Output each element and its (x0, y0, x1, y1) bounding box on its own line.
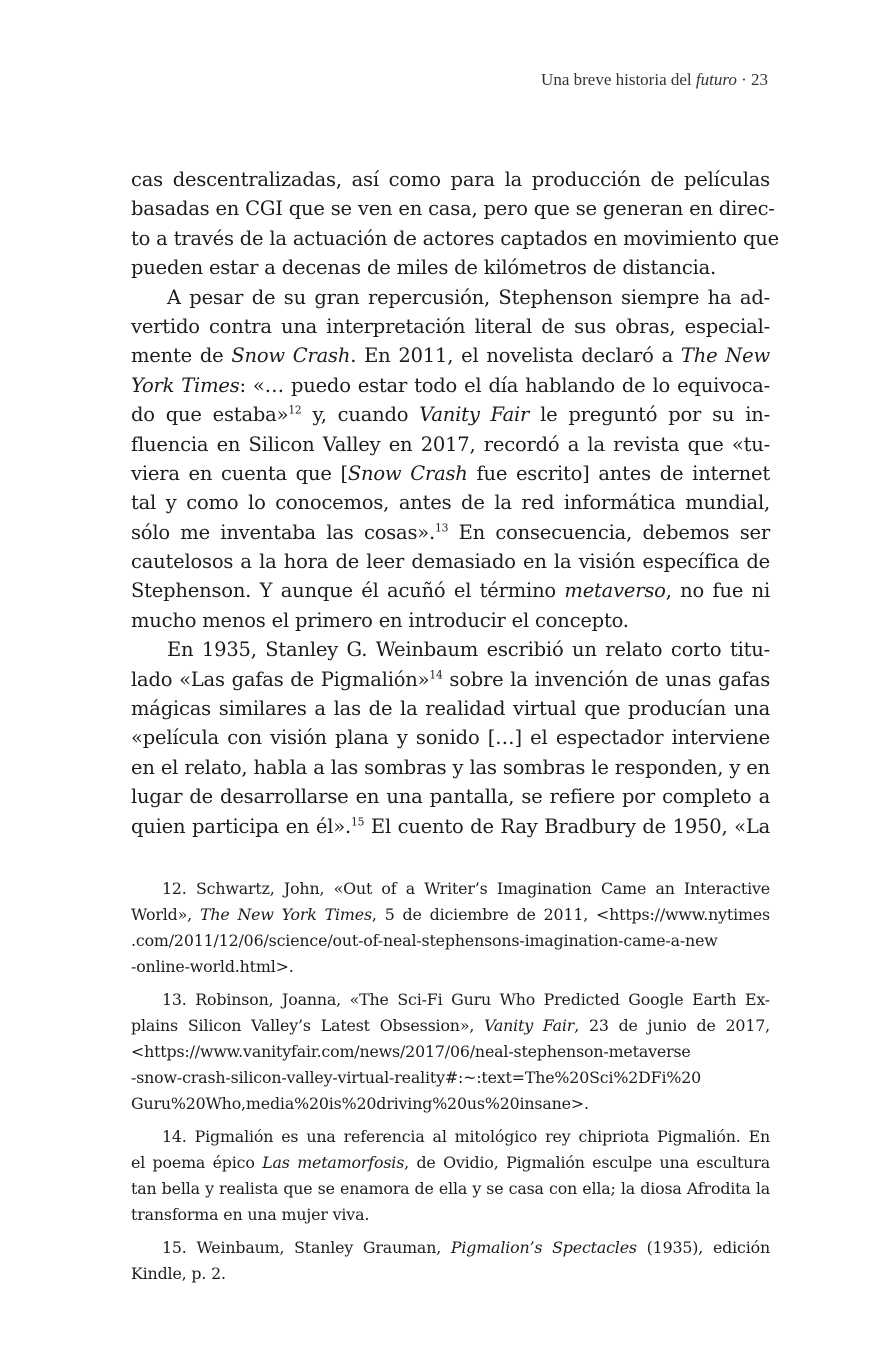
text-line: quien participa en él».$^{15}$ El cuento de Ray Bradbury de 1950, «La (131, 814, 770, 838)
running-header (541, 70, 768, 90)
footnote-line: tan bella y realista que se enamora de ella y se casa con ella; la diosa Afrodita la (131, 1179, 770, 1198)
running-title-a: Una breve historia del (541, 70, 696, 89)
footnote-14 (131, 1124, 770, 1228)
footnote-line: -online-world.html>. (131, 957, 294, 976)
text-line: mente de Snow Crash. En 2011, el novelista declaró a The New (131, 344, 770, 368)
footnotes (131, 876, 770, 1294)
body-text (131, 165, 779, 841)
text-line: do que estaba»$^{12}$ y, cuando Vanity Fair le preguntó por su in- (131, 403, 770, 427)
footnote-line: <https://www.vanityfair.com/news/2017/06/neal-stephenson-metaverse (131, 1042, 691, 1061)
text-line: Stephenson. Y aunque él acuñó el término metaverso, no fue ni (131, 579, 770, 603)
text-line: mucho menos el primero en introducir el concepto. (131, 608, 629, 632)
footnote-line: World», The New York Times, 5 de diciembre de 2011, <https://www.nytimes (131, 905, 770, 924)
text-line: vertido contra una interpretación literal de sus obras, especial- (131, 314, 770, 338)
text-line: En 1935, Stanley G. Weinbaum escribió un relato corto titu- (167, 638, 770, 662)
text-line: cas descentralizadas, así como para la producción de películas (131, 168, 770, 191)
text-line: fluencia en Silicon Valley en 2017, recordó a la revista que «tu- (131, 432, 770, 456)
text-line: A pesar de su gran repercusión, Stephenson siempre ha ad- (167, 285, 770, 309)
text-line: lado «Las gafas de Pigmalión»$^{14}$ sobre la invención de unas gafas (131, 667, 770, 691)
text-line: en el relato, habla a las sombras y las sombras le responden, y en (131, 755, 770, 779)
footnote-12 (131, 876, 770, 980)
page-separator: · (736, 70, 751, 89)
footnote-line: 12. Schwartz, John, «Out of a Writer’s Imagination Came an Interactive (162, 879, 770, 898)
text-line: lugar de desarrollarse en una pantalla, se refiere por completo a (131, 785, 770, 809)
footnote-line: plains Silicon Valley’s Latest Obsession», Vanity Fair, 23 de junio de 2017, (131, 1016, 770, 1035)
footnote-13 (131, 987, 770, 1117)
footnote-line: 13. Robinson, Joanna, «The Sci-Fi Guru Who Predicted Google Earth Ex- (162, 990, 770, 1009)
footnote-line: Guru%20Who,media%20is%20driving%20us%20insane>. (131, 1094, 589, 1113)
text-line: tal y como lo conocemos, antes de la red informática mundial, (131, 491, 770, 515)
running-title-b: futuro (695, 70, 737, 89)
footnote-line: el poema épico Las metamorfosis, de Ovidio, Pigmalión esculpe una escultura (131, 1153, 770, 1172)
text-line: York Times: «… puedo estar todo el día hablando de lo equivoca- (131, 373, 770, 397)
footnote-line: 15. Weinbaum, Stanley Grauman, Pigmalion’s Spectacles (1935), edición (162, 1238, 770, 1257)
text-line: sólo me inventaba las cosas».$^{13}$ En consecuencia, debemos ser (131, 520, 770, 544)
text-line: «película con visión plana y sonido […] el espectador interviene (131, 726, 770, 750)
footnote-line: Kindle, p. 2. (131, 1264, 226, 1283)
footnote-ref-15: 15 (351, 815, 365, 829)
text-line: viera en cuenta que [Snow Crash fue escrito] antes de internet (131, 461, 770, 485)
footnote-line: .com/2011/12/06/science/out-of-neal-stephensons-imagination-came-a-new (131, 931, 718, 950)
text-line: basadas en CGI que se ven en casa, pero que se generan en direc- (131, 197, 775, 221)
footnote-ref-12: 12 (288, 403, 302, 417)
footnote-line: -snow-crash-silicon-valley-virtual-reality#:~:text=The%20Sci%2DFi%20 (131, 1068, 702, 1087)
text-line: cautelosos a la hora de leer demasiado en la visión específica de (131, 550, 770, 574)
footnote-15 (131, 1235, 770, 1287)
footnote-ref-14: 14 (429, 668, 443, 682)
text-line: pueden estar a decenas de miles de kilómetros de distancia. (131, 256, 717, 280)
page-number: 23 (751, 70, 768, 89)
text-line: to a través de la actuación de actores captados en movimiento que (131, 226, 779, 250)
footnote-line: 14. Pigmalión es una referencia al mitológico rey chipriota Pigmalión. En (162, 1127, 770, 1146)
text-line: mágicas similares a las de la realidad virtual que producían una (131, 697, 770, 721)
footnote-line: transforma en una mujer viva. (131, 1205, 370, 1224)
footnote-ref-13: 13 (435, 521, 449, 535)
